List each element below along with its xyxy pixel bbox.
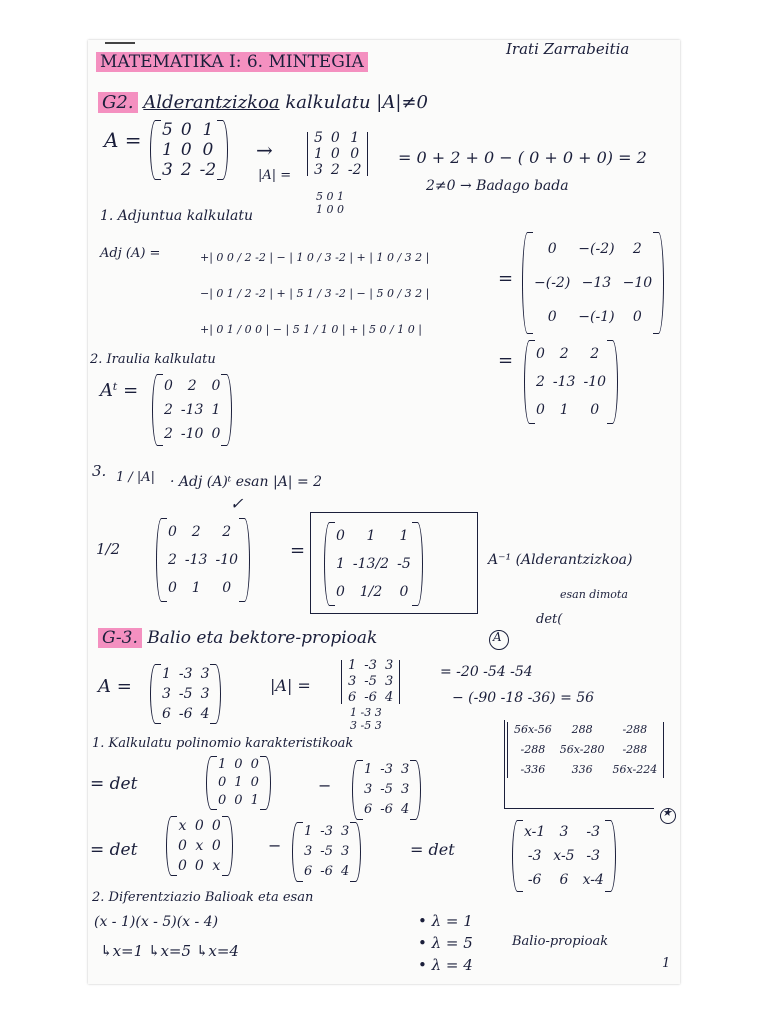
matrix-cell: -5 — [397, 556, 411, 572]
matrix-cell: x-5 — [553, 848, 575, 864]
matrix-cell: 0 — [168, 524, 177, 540]
matrix-cell: x-1 — [524, 824, 546, 840]
half-matrix — [164, 518, 242, 602]
at-matrix — [160, 374, 224, 446]
matrix-cell: 2 — [164, 402, 173, 418]
matrix-cell: 3 — [559, 824, 569, 840]
matrix-cell: 2 — [168, 552, 177, 568]
matrix-cell: 3 — [200, 686, 210, 702]
matrix-cell: -5 — [178, 686, 193, 702]
connector-line — [504, 720, 505, 808]
matrix-grid — [160, 374, 224, 446]
matrix-cell: x-4 — [582, 872, 604, 888]
equals-simpl: = — [498, 350, 514, 371]
side-note: esan dimota — [560, 588, 628, 601]
connector-line-h — [504, 808, 654, 809]
matrix-cell: 0 — [234, 793, 243, 808]
roots: ↳x=1 ↳x=5 ↳x=4 — [100, 942, 239, 960]
matrix-cell: -288 — [622, 743, 648, 756]
matrix-cell: 0 — [250, 775, 259, 790]
matrix-cell: 0 — [164, 378, 173, 394]
matrix-grid — [174, 816, 225, 876]
matrix-cell: 4 — [384, 690, 394, 705]
matrix-cell: 3 — [162, 686, 171, 702]
g3-det-r2: − (-90 -18 -36) = 56 — [452, 690, 595, 706]
matrix-cell: 56x-280 — [559, 743, 605, 756]
matrix-cell: 1 — [314, 146, 323, 162]
matrix-cell: x — [178, 818, 187, 834]
matrix-cell: 2 — [559, 346, 569, 362]
step2-transpose: 2. Iraulia kalkulatu — [90, 352, 216, 367]
eigen-note: Balio-propioak — [512, 934, 609, 949]
eigen-list: • λ = 1 • λ = 5 • λ = 4 — [418, 912, 473, 974]
matrix-cell: −13 — [581, 275, 612, 291]
matrix-cell: 0 — [336, 528, 345, 544]
inverse-label: A⁻¹ (Alderantzizkoa) — [488, 552, 633, 568]
matrix-cell: 0 — [180, 120, 192, 140]
adj-cofactors: +| 0 0 / 2 -2 | − | 1 0 / 3 -2 | + | 1 0 / 3 2 | −| 0 1 / 2 -2 | + | 5 1 / 3 -2 | − | 5 0 / 3 2 | +| 0 1 / 0 0 | − | 5 1 / 1 0 | + | 5 0 / 1 0 | — [200, 251, 430, 336]
det-x1: = det — [90, 774, 138, 794]
matrix-cell: 1 — [191, 580, 201, 596]
matrix-cell: 6 — [559, 872, 569, 888]
matrix-cell: 6 — [364, 802, 373, 817]
matrix-cell: 1 — [202, 120, 214, 140]
step1-adjoint: 1. Adjuntua kalkulatu — [100, 208, 253, 224]
matrix-cell: −10 — [622, 275, 653, 291]
g3-step1: 1. Kalkulatu polinomio karakteristikoak — [92, 736, 354, 751]
matrix-cell: 0 — [211, 818, 221, 834]
matrix-cell: 1 — [559, 402, 569, 418]
side-matrix — [510, 720, 661, 780]
g3-det-matrix — [344, 658, 397, 706]
matrix-cell: 1 — [211, 402, 221, 418]
matrix-cell: −(-2) — [534, 275, 571, 291]
adj-result-matrix — [530, 232, 656, 334]
matrix-cell: -3 — [586, 824, 601, 840]
adj-label: Adj (A) = — [100, 246, 161, 261]
matrix-cell: 6 — [348, 690, 357, 705]
adj-simplified-matrix — [532, 340, 610, 424]
matrix-cell: 0 — [168, 580, 177, 596]
circle-a-text: A — [493, 630, 502, 644]
matrix-cell: 0 — [202, 140, 214, 160]
matrix-cell: -336 — [520, 763, 546, 776]
matrix-cell: 0 — [547, 241, 557, 257]
matrix-cell: 2 — [632, 241, 642, 257]
matrix-cell: 0 — [180, 140, 192, 160]
matrix-cell: 1 — [348, 658, 357, 673]
identity-matrix — [214, 756, 263, 810]
matrix-cell: 4 — [400, 802, 410, 817]
matrix-grid — [158, 664, 213, 724]
arrow: → — [256, 138, 273, 162]
matrix-cell: 1 — [162, 666, 171, 682]
matrix-cell: 3 — [200, 666, 210, 682]
inverse-matrix — [332, 522, 415, 606]
matrix-cell: 0 — [399, 584, 409, 600]
matrix-cell: 56x-224 — [612, 763, 658, 776]
matrix-cell: x — [195, 838, 204, 854]
matrix-cell: 3 — [400, 782, 410, 797]
g3-a-matrix — [158, 664, 213, 724]
matrix-cell: 0 — [218, 775, 227, 790]
matrix-cell: 2 — [180, 160, 192, 180]
matrix-cell: 0 — [632, 309, 642, 325]
matrix-cell: 1 — [162, 140, 173, 160]
matrix-cell: 1 — [218, 757, 227, 772]
matrix-cell: -6 — [364, 690, 377, 705]
matrix-cell: 2 — [191, 524, 201, 540]
matrix-cell: 0 — [234, 757, 243, 772]
matrix-cell: 4 — [340, 864, 350, 879]
matrix-cell: 0 — [536, 346, 545, 362]
matrix-cell: -13 — [180, 402, 204, 418]
step3-number: 3. — [92, 462, 107, 480]
minus-2: − — [268, 836, 282, 855]
matrix-cell: -10 — [215, 552, 239, 568]
matrix-cell: 1 — [234, 775, 243, 790]
g3-heading: G-3. Balio eta bektore-propioak — [98, 628, 377, 648]
matrix-cell: 2 — [330, 162, 340, 178]
matrix-cell: 0 — [250, 757, 259, 772]
matrix-cell: 0 — [211, 378, 221, 394]
matrix-cell: -2 — [347, 162, 362, 178]
matrix-cell: 2 — [222, 524, 232, 540]
det-x2: = det — [90, 840, 138, 860]
matrix-grid — [158, 120, 220, 180]
minus-1: − — [318, 776, 332, 795]
matrix-cell: -5 — [364, 674, 377, 689]
matrix-grid — [310, 130, 365, 178]
matrix-cell: 1/2 — [359, 584, 383, 600]
matrix-grid — [532, 340, 610, 424]
matrix-cell: 0 — [350, 146, 360, 162]
matrix-cell: −(-1) — [578, 309, 615, 325]
factored-poly: (x - 1)(x - 5)(x - 4) — [94, 914, 219, 930]
matrix-grid — [344, 658, 397, 706]
g3-det-r1: = -20 -54 -54 — [440, 664, 533, 680]
matrix-grid — [164, 518, 242, 602]
matrix-cell: -3 — [586, 848, 601, 864]
star-icon: ★ — [662, 806, 672, 819]
matrix-cell: 56x-56 — [514, 723, 552, 736]
author-name: Irati Zarrabeitia — [506, 40, 630, 58]
equals-adj: = — [498, 268, 514, 289]
matrix-cell: x — [212, 858, 221, 874]
matrix-cell: -6 — [380, 802, 393, 817]
det-label: |A| = — [258, 168, 292, 183]
matrix-cell: 2 — [164, 426, 173, 442]
det-extra-rows: 5 0 1 1 0 0 — [316, 190, 344, 216]
matrix-cell: -3 — [527, 848, 542, 864]
matrix-cell: 0 — [336, 584, 345, 600]
matrix-cell: −(-2) — [578, 241, 615, 257]
matrix-cell: 3 — [384, 658, 394, 673]
side-det: det( — [536, 612, 563, 627]
matrix-cell: -10 — [180, 426, 204, 442]
matrix-cell: 3 — [162, 160, 173, 180]
det-note: 2≠0 → Badago bada — [426, 178, 569, 194]
matrix-cell: 1 — [364, 762, 373, 777]
step3-text: · Adj (A)ᵗ esan |A| = 2 — [170, 474, 323, 490]
matrix-cell: 6 — [304, 864, 313, 879]
matrix-cell: 3 — [314, 162, 323, 178]
g3-a-label: A = — [98, 676, 132, 697]
matrix-cell: -3 — [320, 824, 333, 839]
equals-inv: = — [290, 540, 306, 561]
matrix-cell: 0 — [536, 402, 545, 418]
page-number: 1 — [662, 956, 671, 971]
matrix-cell: 0 — [194, 818, 204, 834]
g3-det-extra: 1 -3 3 3 -5 3 — [350, 706, 382, 732]
matrix-cell: -5 — [380, 782, 393, 797]
matrix-cell: 0 — [178, 838, 187, 854]
matrix-cell: 3 — [340, 824, 350, 839]
det-x3: = det — [410, 840, 455, 859]
matrix-cell: -288 — [622, 723, 648, 736]
matrix-cell: 1 — [304, 824, 313, 839]
matrix-cell: -13/2 — [352, 556, 390, 572]
matrix-cell: 1 — [399, 528, 409, 544]
matrix-cell: 1 — [250, 793, 259, 808]
matrix-cell: 288 — [571, 723, 593, 736]
matrix-cell: 1 — [366, 528, 376, 544]
matrix-cell: -6 — [178, 706, 193, 722]
matrix-cell: -3 — [364, 658, 377, 673]
matrix-cell: 0 — [194, 858, 204, 874]
matrix-cell: 1 — [350, 130, 360, 146]
matrix-cell: 0 — [218, 793, 227, 808]
sub-matrix-2 — [300, 822, 353, 882]
check-mark: ✓ — [230, 494, 244, 513]
matrix-cell: 0 — [330, 130, 340, 146]
a-label: A = — [104, 128, 142, 152]
matrix-cell: 3 — [304, 844, 313, 859]
matrix-cell: 0 — [222, 580, 232, 596]
matrix-cell: 3 — [384, 674, 394, 689]
g3-det-label: |A| = — [270, 676, 311, 695]
matrix-cell: 2 — [536, 374, 545, 390]
matrix-cell: -3 — [178, 666, 193, 682]
det-matrix — [310, 130, 365, 178]
matrix-grid — [214, 756, 263, 810]
title-underline — [105, 42, 135, 44]
matrix-cell: 2 — [590, 346, 600, 362]
matrix-cell: 2 — [187, 378, 197, 394]
half-factor: 1/2 — [96, 540, 121, 558]
matrix-cell: -2 — [199, 160, 217, 180]
matrix-grid — [360, 760, 413, 820]
det-result: = 0 + 2 + 0 − ( 0 + 0 + 0) = 2 — [398, 148, 647, 167]
xdiag-matrix — [174, 816, 225, 876]
matrix-grid — [530, 232, 656, 334]
matrix-cell: 0 — [590, 402, 600, 418]
at-label: Aᵗ = — [100, 380, 139, 401]
matrix-cell: -13 — [184, 552, 208, 568]
matrix-cell: 0 — [178, 858, 187, 874]
matrix-cell: -6 — [320, 864, 333, 879]
matrix-cell: 0 — [547, 309, 557, 325]
matrix-cell: 3 — [340, 844, 350, 859]
sub-matrix — [360, 760, 413, 820]
matrix-cell: -5 — [320, 844, 333, 859]
matrix-cell: -10 — [583, 374, 607, 390]
page-title: MATEMATIKA I: 6. MINTEGIA — [96, 52, 368, 72]
matrix-cell: -13 — [552, 374, 576, 390]
char-matrix — [520, 820, 608, 892]
matrix-cell: 0 — [211, 426, 221, 442]
matrix-grid — [520, 820, 608, 892]
matrix-cell: 0 — [330, 146, 340, 162]
matrix-cell: -6 — [527, 872, 542, 888]
g3-step2: 2. Diferentziazio Balioak eta esan — [92, 890, 314, 905]
matrix-cell: 3 — [364, 782, 373, 797]
step3-fraction: 1 / |A| — [116, 470, 156, 485]
a-matrix — [158, 120, 220, 180]
matrix-cell: -288 — [520, 743, 546, 756]
matrix-cell: 4 — [200, 706, 210, 722]
matrix-cell: 5 — [314, 130, 323, 146]
matrix-cell: 3 — [400, 762, 410, 777]
matrix-cell: 5 — [162, 120, 173, 140]
matrix-grid — [510, 720, 661, 780]
matrix-cell: 6 — [162, 706, 171, 722]
g2-heading: G2. Alderantzizkoa kalkulatu |A|≠0 — [98, 92, 428, 113]
matrix-cell: -3 — [380, 762, 393, 777]
matrix-cell: 3 — [348, 674, 357, 689]
matrix-cell: 1 — [336, 556, 345, 572]
matrix-cell: 336 — [571, 763, 593, 776]
matrix-grid — [332, 522, 415, 606]
matrix-cell: 0 — [211, 838, 221, 854]
matrix-grid — [300, 822, 353, 882]
